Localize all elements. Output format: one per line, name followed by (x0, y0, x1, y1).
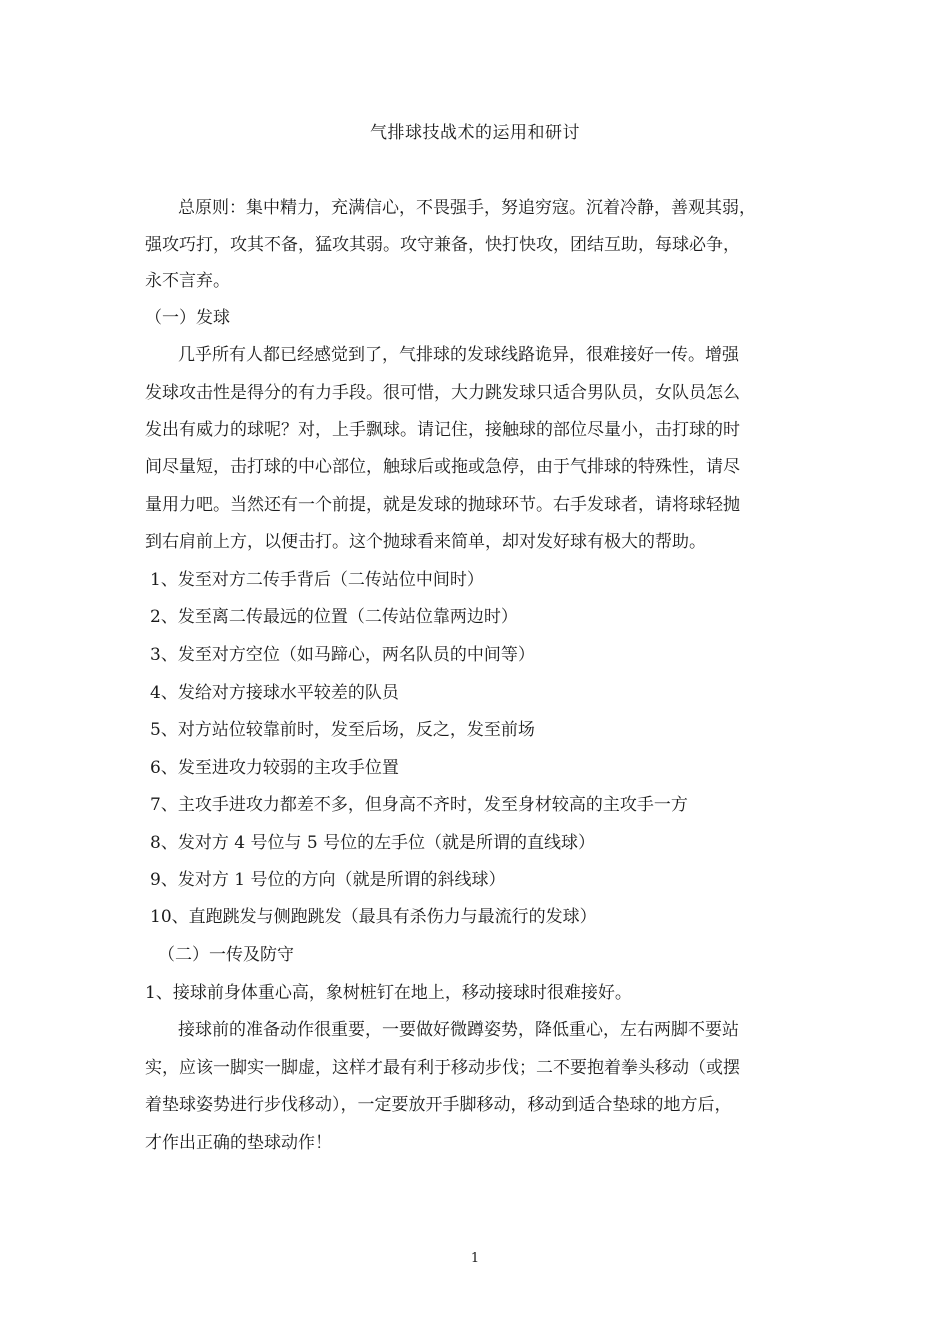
paragraph-line: 发出有威力的球呢？对，上手飘球。请记住，接触球的部位尽量小，击打球的时 (145, 420, 740, 440)
section-heading: （二）一传及防守 (158, 945, 294, 965)
paragraph-line: 间尽量短，击打球的中心部位，触球后或拖或急停，由于气排球的特殊性，请尽 (145, 457, 740, 477)
paragraph-line: 发球攻击性是得分的有力手段。很可惜，大力跳发球只适合男队员，女队员怎么 (145, 383, 740, 403)
list-item: 7、主攻手进攻力都差不多，但身高不齐时，发至身材较高的主攻手一方 (150, 795, 688, 815)
list-item: 2、发至离二传最远的位置（二传站位靠两边时） (150, 607, 518, 627)
page-number: 1 (470, 1251, 480, 1266)
paragraph-line: 几乎所有人都已经感觉到了，气排球的发球线路诡异，很难接好一传。增强 (178, 345, 739, 365)
paragraph-line: 接球前的准备动作很重要，一要做好微蹲姿势，降低重心，左右两脚不要站 (178, 1020, 739, 1040)
list-item: 1、发至对方二传手背后（二传站位中间时） (150, 570, 484, 590)
paragraph-line: 着垫球姿势进行步伐移动），一定要放开手脚移动，移动到适合垫球的地方后， (145, 1095, 732, 1115)
list-item: 4、发给对方接球水平较差的队员 (150, 683, 399, 703)
list-item: 5、对方站位较靠前时，发至后场，反之，发至前场 (150, 720, 535, 740)
section-heading: （一）发球 (145, 308, 230, 328)
list-item: 3、发至对方空位（如马蹄心，两名队员的中间等） (150, 645, 535, 665)
paragraph-line: 量用力吧。当然还有一个前提，就是发球的抛球环节。右手发球者，请将球轻抛 (145, 495, 740, 515)
list-item: 8、发对方 4 号位与 5 号位的左手位（就是所谓的直线球） (150, 833, 596, 853)
document-title: 气排球技战术的运用和研讨 (370, 123, 580, 143)
paragraph-line: 永不言弃。 (145, 271, 230, 291)
paragraph-line: 才作出正确的垫球动作！ (145, 1133, 332, 1153)
list-item: 6、发至进攻力较弱的主攻手位置 (150, 758, 399, 778)
list-item: 1、接球前身体重心高，象树桩钉在地上，移动接球时很难接好。 (145, 983, 632, 1003)
list-item: 10、直跑跳发与侧跑跳发（最具有杀伤力与最流行的发球） (150, 907, 597, 927)
paragraph-line: 实，应该一脚实一脚虚，这样才最有利于移动步伐；二不要抱着拳头移动（或摆 (145, 1058, 740, 1078)
list-item: 9、发对方 1 号位的方向（就是所谓的斜线球） (150, 870, 506, 890)
paragraph-line: 强攻巧打，攻其不备，猛攻其弱。攻守兼备，快打快攻，团结互助，每球必争， (145, 235, 740, 255)
paragraph-line: 总原则：集中精力，充满信心，不畏强手，努追穷寇。沉着冷静，善观其弱， (178, 198, 756, 218)
paragraph-line: 到右肩前上方，以便击打。这个抛球看来简单，却对发好球有极大的帮助。 (145, 532, 706, 552)
